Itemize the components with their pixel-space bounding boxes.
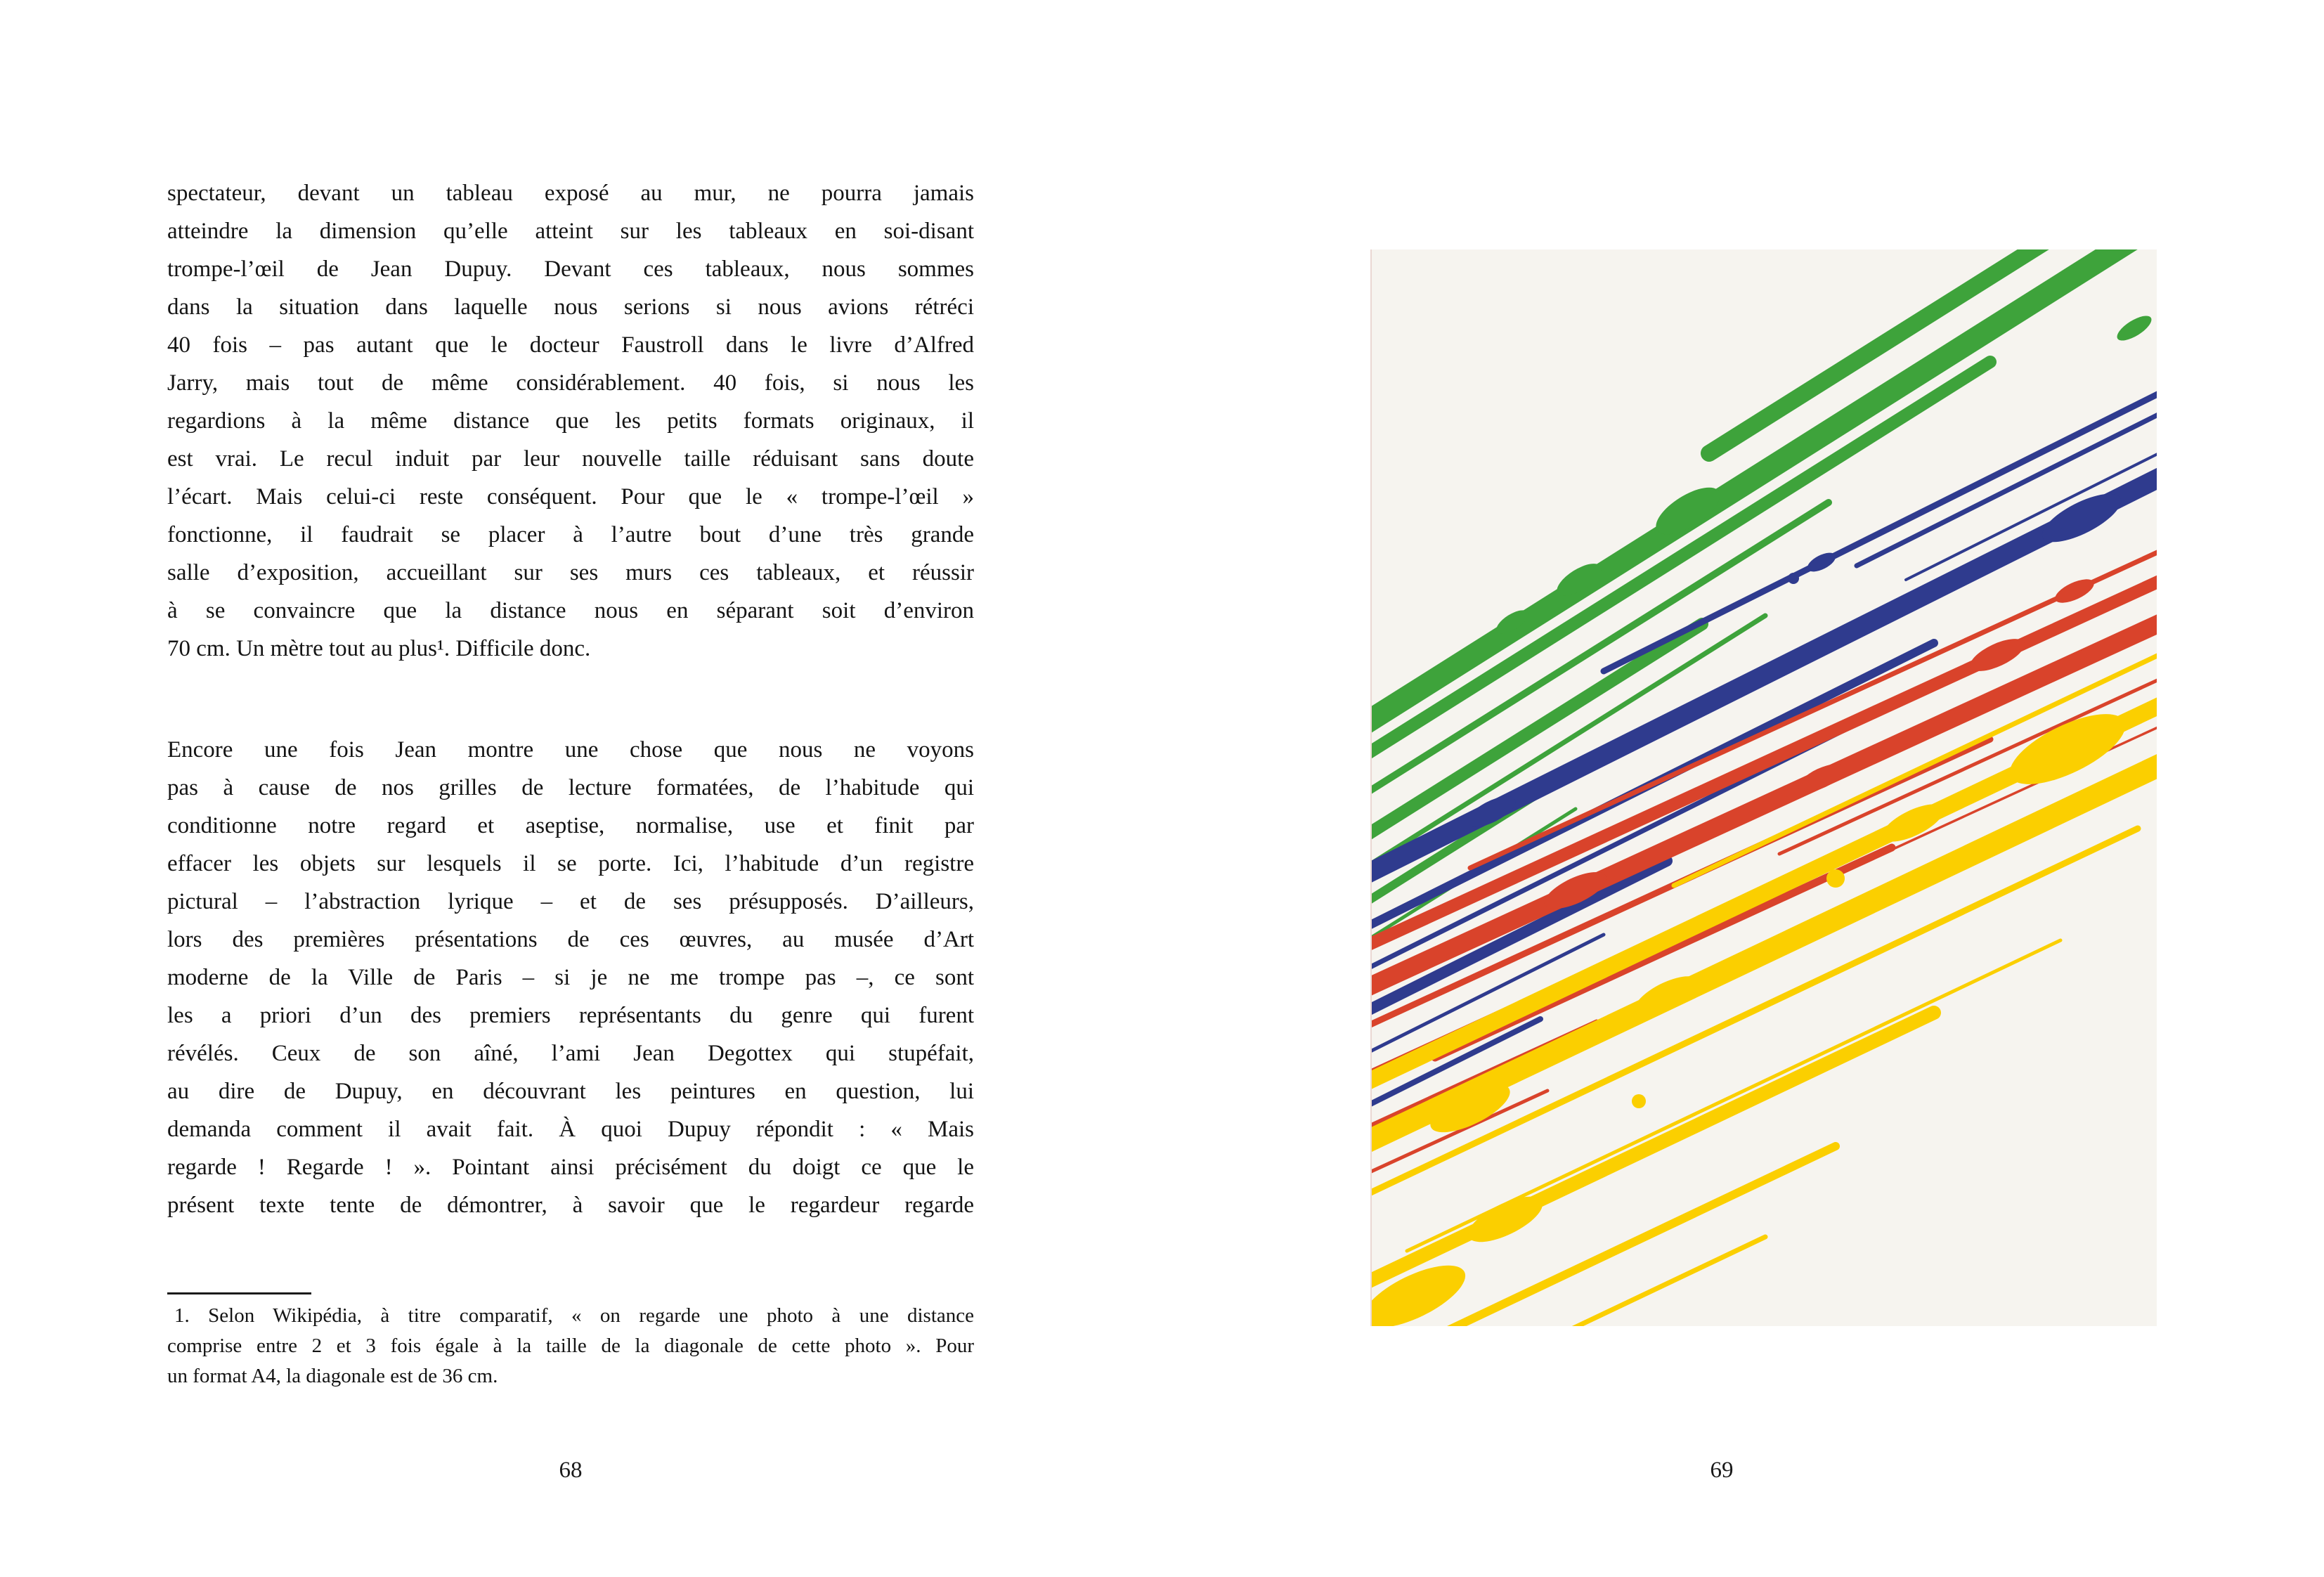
- body-text: [167, 174, 974, 1224]
- text-line: trompe-l’œil de Jean Dupuy. Devant ces tableaux, nous sommes: [167, 257, 974, 282]
- text-line: conditionne notre regard et aseptise, normalise, use et finit par: [167, 813, 974, 838]
- artwork-canvas: [1372, 249, 2157, 1326]
- text-line: pictural – l’abstraction lyrique – et de ses présupposés. D’ailleurs,: [167, 889, 974, 914]
- text-line: demanda comment il avait fait. À quoi Dupuy répondit : « Mais: [167, 1117, 974, 1142]
- text-line: les a priori d’un des premiers représentants du genre qui furent: [167, 1003, 974, 1028]
- text-line: pas à cause de nos grilles de lecture formatées, de l’habitude qui: [167, 775, 974, 800]
- text-line: dans la situation dans laquelle nous serions si nous avions rétréci: [167, 294, 974, 320]
- text-line: Jarry, mais tout de même considérablement. 40 fois, si nous les: [167, 370, 974, 396]
- text-line: effacer les objets sur lesquels il se porte. Ici, l’habitude d’un registre: [167, 851, 974, 876]
- text-line: à se convaincre que la distance nous en séparant soit d’environ: [167, 598, 974, 623]
- text-line: moderne de la Ville de Paris – si je ne me trompe pas –, ce sont: [167, 965, 974, 990]
- page-number-right: 69: [1710, 1458, 1734, 1483]
- text-line: 70 cm. Un mètre tout au plus¹. Difficile donc.: [167, 636, 591, 661]
- text-line: présent texte tente de démontrer, à savoir que le regardeur regarde: [167, 1193, 974, 1218]
- footnote-line: comprise entre 2 et 3 fois égale à la taille de la diagonale de cette photo ». Pour: [167, 1335, 974, 1357]
- text-line: 40 fois – pas autant que le docteur Faustroll dans le livre d’Alfred: [167, 332, 974, 358]
- text-line: lors des premières présentations de ces œuvres, au musée d’Art: [167, 927, 974, 952]
- footnote-line: un format A4, la diagonale est de 36 cm.: [167, 1365, 498, 1387]
- footnote: [167, 1292, 974, 1391]
- artwork-painting: [1370, 249, 2157, 1326]
- text-line: au dire de Dupuy, en découvrant les peintures en question, lui: [167, 1079, 974, 1104]
- page-right: [1162, 0, 2324, 1577]
- text-line: l’écart. Mais celui-ci reste conséquent. Pour que le « trompe-l’œil »: [167, 484, 974, 510]
- paragraph-2: [167, 731, 974, 1224]
- text-line: est vrai. Le recul induit par leur nouvelle taille réduisant sans doute: [167, 446, 974, 472]
- text-line: regarde ! Regarde ! ». Pointant ainsi précisément du doigt ce que le: [167, 1155, 974, 1180]
- text-line: spectateur, devant un tableau exposé au mur, ne pourra jamais: [167, 181, 974, 206]
- text-line: atteindre la dimension qu’elle atteint sur les tableaux en soi-disant: [167, 219, 974, 244]
- footnote-rule: [167, 1292, 311, 1294]
- text-line: regardions à la même distance que les petits formats originaux, il: [167, 408, 974, 434]
- page-number-left: 68: [559, 1458, 583, 1483]
- text-line: salle d’exposition, accueillant sur ses murs ces tableaux, et réussir: [167, 560, 974, 585]
- footnote-line: 1. Selon Wikipédia, à titre comparatif, « on regarde une photo à une distance: [174, 1304, 974, 1327]
- text-line: Encore une fois Jean montre une chose que nous ne voyons: [167, 737, 974, 762]
- paragraph-1: [167, 174, 974, 668]
- text-line: fonctionne, il faudrait se placer à l’autre bout d’une très grande: [167, 522, 974, 547]
- text-line: révélés. Ceux de son aîné, l’ami Jean Degottex qui stupéfait,: [167, 1041, 974, 1066]
